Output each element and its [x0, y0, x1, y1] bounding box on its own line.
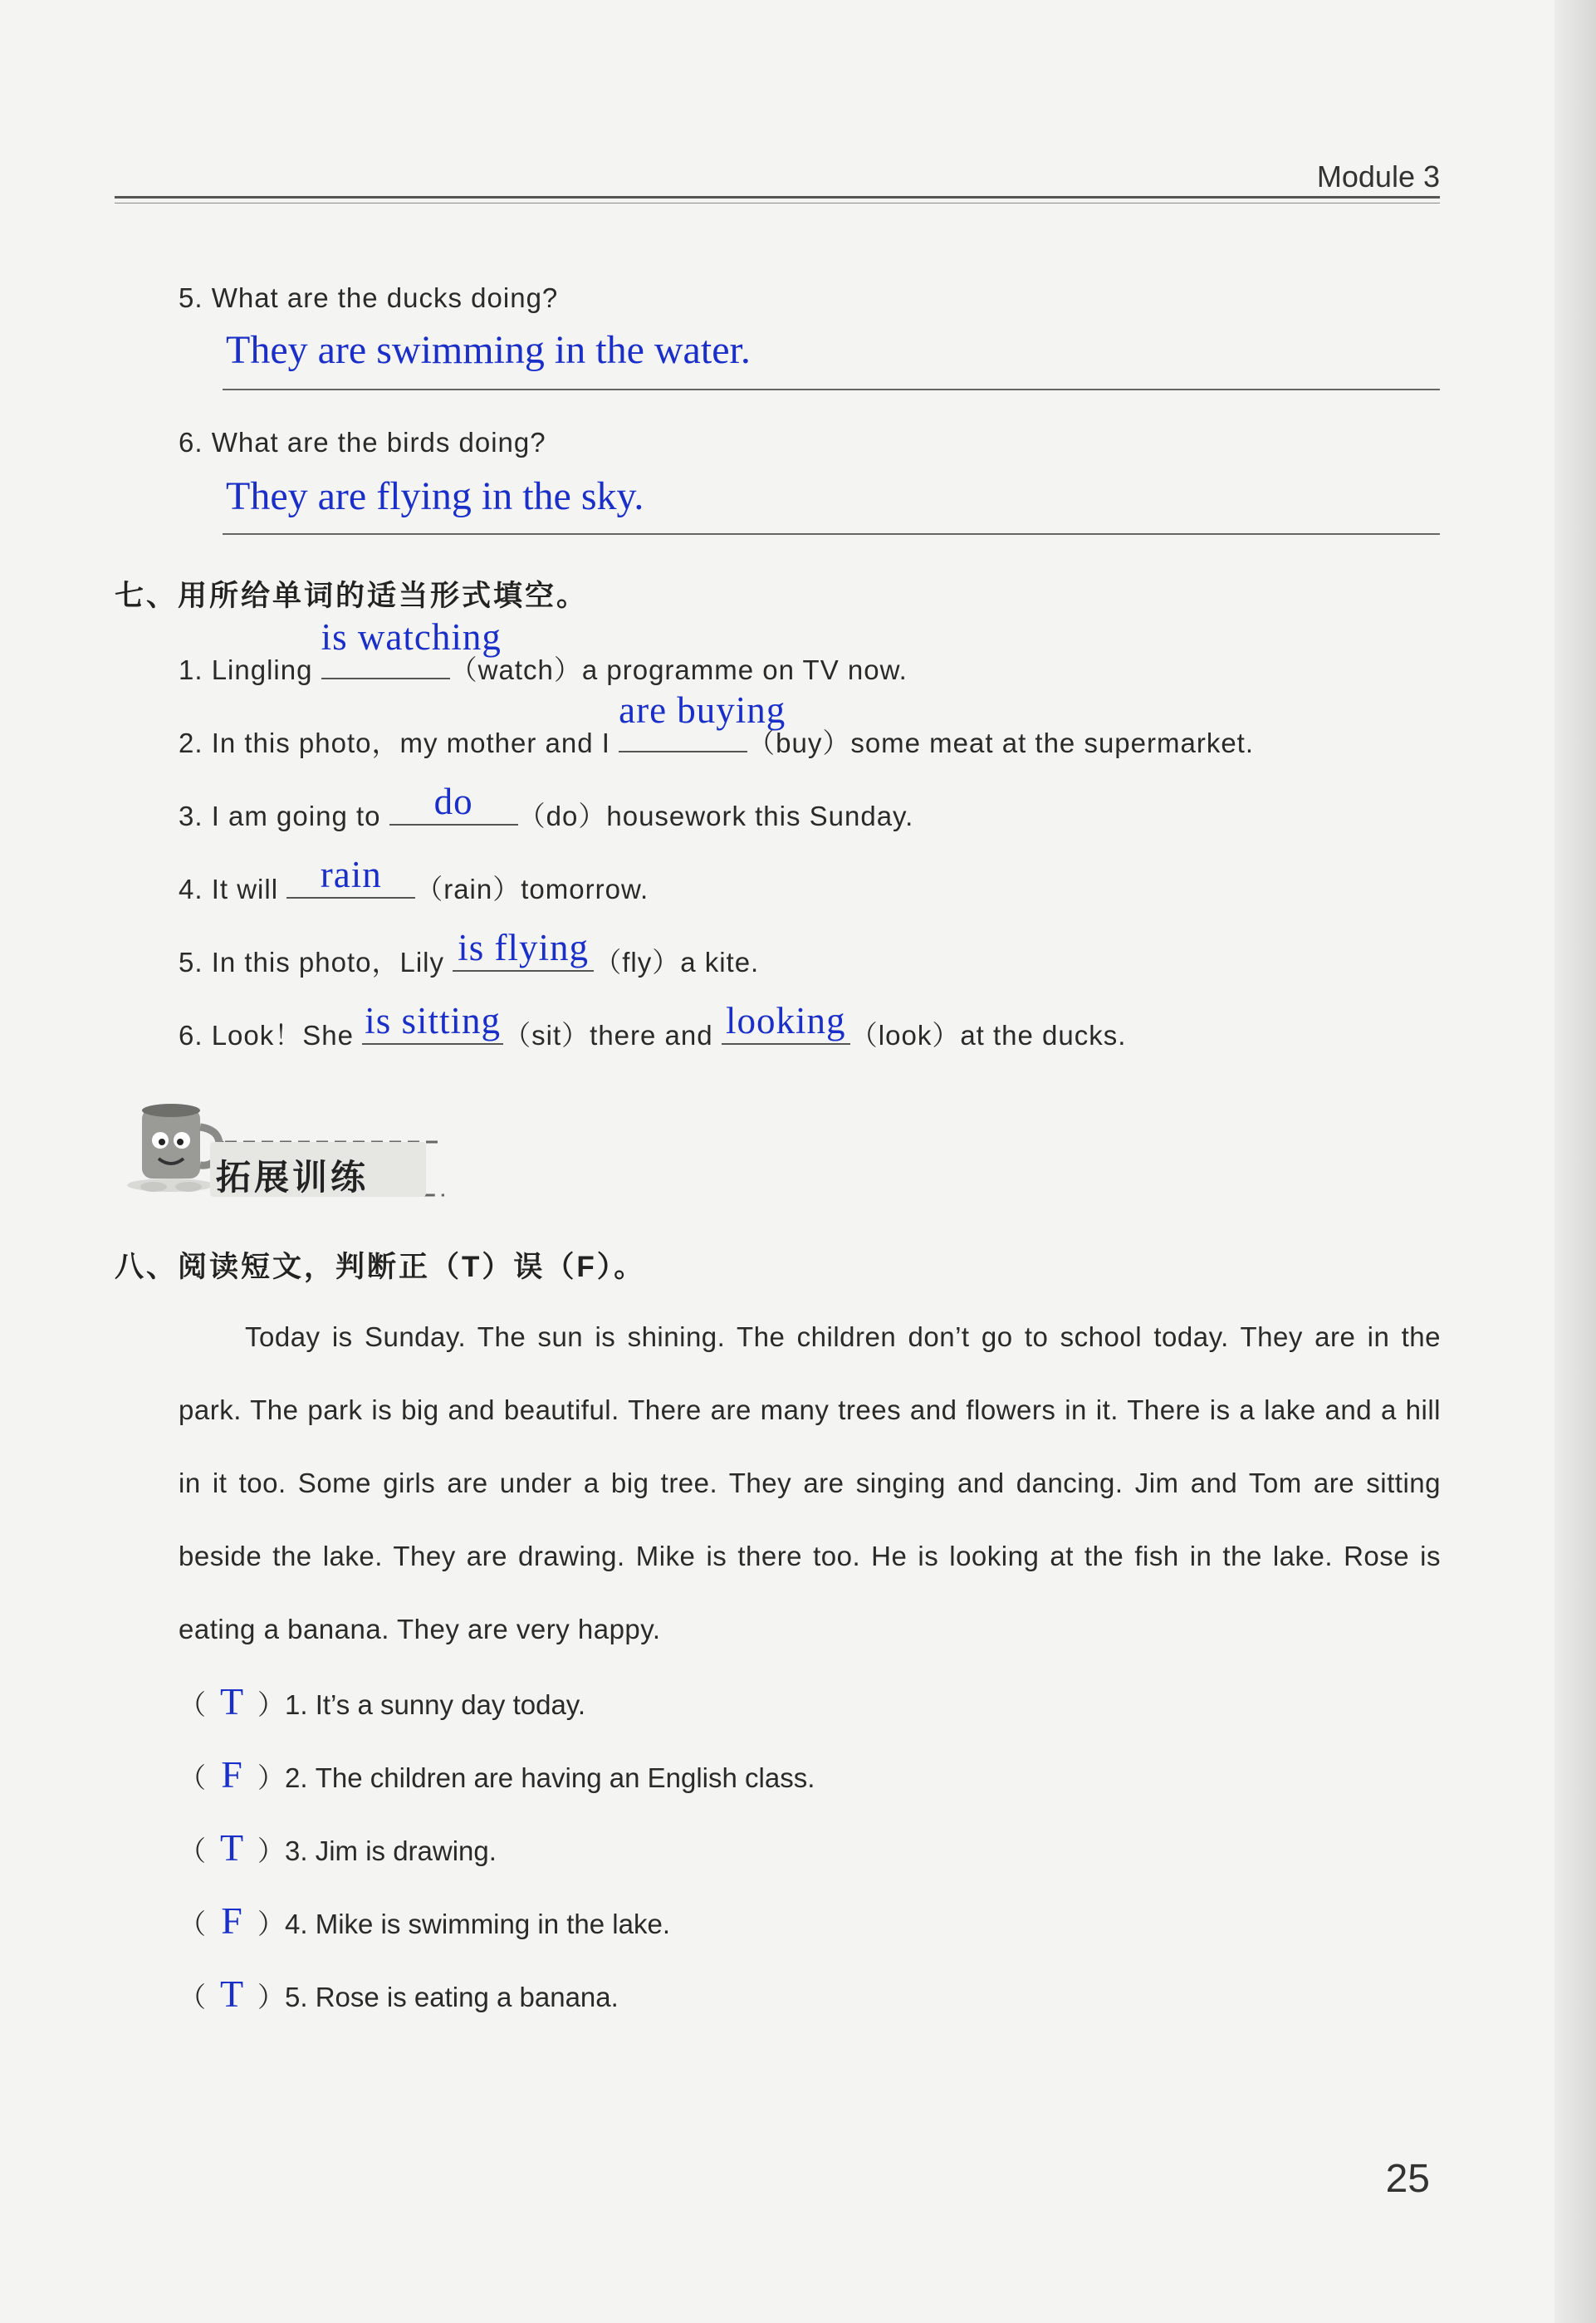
fill-blank-4[interactable] [286, 853, 415, 899]
question-6: 6. What are the birds doing? [179, 427, 546, 458]
page-binding-edge [1554, 0, 1596, 2323]
fill-item-4: 4. It will rain （rain）tomorrow. [179, 853, 649, 904]
fill-blank-2[interactable] [619, 689, 786, 752]
tf-statement-2: （ F ）2. The children are having an English class. [179, 1753, 815, 1796]
fill-blank-6a[interactable] [362, 999, 503, 1045]
fill-blank-5[interactable] [453, 926, 594, 972]
fill-blank-6b[interactable] [722, 999, 850, 1045]
answer-6: They are flying in the sky. [226, 474, 644, 518]
fill-item-3: 3. I am going to do （do）housework this Sunday. [179, 780, 914, 831]
tf-statement-4: （ F ）4. Mike is swimming in the lake. [179, 1899, 670, 1942]
fill-item-2: 2. In this photo，my mother and I are buying （buy）some meat at the supermarket. [179, 689, 1255, 758]
tf-statement-3: （ T ）3. Jim is drawing. [179, 1826, 497, 1869]
question-5: 5. What are the ducks doing? [179, 282, 559, 313]
fill-answer-4: rain [320, 853, 382, 895]
fill-item-1: 1. Lingling is watching （watch）a programme on TV now. [179, 615, 908, 685]
tf-statement-1: （ T ）1. It’s a sunny day today. [179, 1680, 586, 1723]
fill-answer-1: is watching [321, 615, 502, 658]
answer-5: They are swimming in the water. [226, 328, 751, 372]
module-label: Module 3 [1316, 159, 1440, 194]
fill-item-6: 6. Look！She is sitting （sit）there and looking （look）at the ducks. [179, 999, 1127, 1051]
fill-answer-6a: is sitting [365, 999, 502, 1041]
tf-answer-1[interactable]: T [219, 1680, 244, 1723]
tf-statement-5: （ T ）5. Rose is eating a banana. [179, 1973, 619, 2015]
fill-item-5: 5. In this photo，Lily is flying （fly）a kite. [179, 926, 760, 978]
extension-training-banner [112, 1092, 444, 1200]
fill-blank-3[interactable] [389, 780, 518, 826]
reading-passage: Today is Sunday. The sun is shining. The children don’t go to school today. They are in the park. The park is big and beautiful. There are many trees and flowers in it. There is a lake and a hill in it too. Some girls are under a big tree. They are singing and dancing. Jim and Tom are sitting beside the lake. They are drawing. Mike is there too. He is looking at the fish in the lake. Rose is eating a banana. They are very happy. [179, 1321, 1441, 1644]
header-rule [115, 196, 1440, 198]
tf-answer-2[interactable]: F [221, 1753, 242, 1796]
fill-answer-6b: looking [726, 999, 846, 1041]
section-7-title: 七、用所给单词的适当形式填空。 [115, 580, 589, 612]
answer-line-6 [223, 533, 1440, 535]
tf-answer-4[interactable]: F [221, 1899, 242, 1942]
section-8-title: 八、阅读短文，判断正（T）误（F）。 [115, 1251, 646, 1283]
page-number: 25 [1385, 2157, 1430, 2201]
answer-line-5 [223, 389, 1440, 390]
banner-title: 拓展训练 [216, 1158, 370, 1197]
fill-answer-5: is flying [458, 926, 590, 968]
tf-answer-3[interactable]: T [219, 1826, 244, 1869]
fill-answer-3: do [433, 780, 473, 822]
fill-answer-2: are buying [619, 689, 786, 731]
fill-blank-1[interactable] [321, 615, 502, 679]
tf-answer-5[interactable]: T [219, 1973, 244, 2015]
